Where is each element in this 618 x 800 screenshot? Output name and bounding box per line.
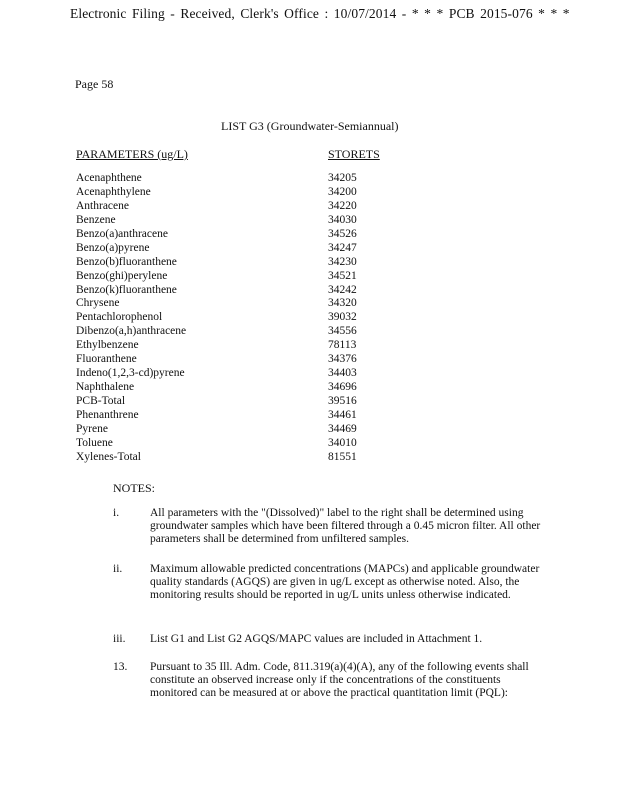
parameter-row xyxy=(76,311,406,325)
parameter-row xyxy=(76,325,406,339)
parameters-column-header: PARAMETERS (ug/L) xyxy=(76,147,188,161)
parameter-row xyxy=(76,451,406,465)
storet-code: 34010 xyxy=(328,436,357,449)
storet-code: 78113 xyxy=(328,339,357,352)
storet-code: 39516 xyxy=(328,395,357,407)
parameter-row xyxy=(76,395,406,409)
storet-code: 34526 xyxy=(328,227,357,240)
storet-code: 34247 xyxy=(328,241,357,254)
parameter-name: Benzene xyxy=(76,213,116,226)
parameter-name: Acenaphthene xyxy=(76,172,142,184)
parameter-name: Acenaphthylene xyxy=(76,185,151,198)
note-item xyxy=(113,563,553,602)
parameter-row xyxy=(76,353,406,367)
note-number: 13. xyxy=(113,661,128,673)
storet-code: 34461 xyxy=(328,408,357,421)
storet-code: 34469 xyxy=(328,422,357,435)
storets-column-header: STORETS xyxy=(328,147,380,161)
storet-code: 34030 xyxy=(328,213,357,226)
storet-code: 81551 xyxy=(328,450,357,463)
parameter-name: Chrysene xyxy=(76,297,120,310)
parameter-name: Naphthalene xyxy=(76,381,135,394)
storet-code: 34205 xyxy=(328,172,357,184)
note-number: i. xyxy=(113,507,120,519)
parameter-row xyxy=(76,297,406,311)
parameter-row xyxy=(76,172,406,186)
storet-code: 34521 xyxy=(328,269,357,282)
parameter-row xyxy=(76,381,406,395)
parameter-name: Pyrene xyxy=(76,422,108,435)
parameter-name: Indeno(1,2,3-cd)pyrene xyxy=(76,367,185,380)
parameter-name: Fluoranthene xyxy=(76,353,137,366)
storet-code: 34320 xyxy=(328,297,357,310)
parameter-name: Ethylbenzene xyxy=(76,339,139,352)
parameter-name: Xylenes-Total xyxy=(76,450,141,463)
storet-code: 34200 xyxy=(328,185,357,198)
note-text: All parameters with the "(Dissolved)" label to the right shall be determined using groundwater samples which have been filtered through a 0.45 micron filter. All other parameters shall be determined from unfiltered samples. xyxy=(150,507,541,545)
parameter-name: Benzo(b)fluoranthene xyxy=(76,255,177,268)
parameter-name: Toluene xyxy=(76,436,113,449)
note-number: iii. xyxy=(113,633,126,645)
note-number: ii. xyxy=(113,563,123,575)
parameter-row xyxy=(76,228,406,242)
parameter-row xyxy=(76,186,406,200)
note-text: Pursuant to 35 Ill. Adm. Code, 811.319(a)(4)(A), any of the following events shall constitute an observed increase only if the concentrations of the constituents monitored can be measured at or above the practical quantitation limit (PQL): xyxy=(150,661,529,699)
storet-code: 34242 xyxy=(328,283,357,296)
note-item xyxy=(113,507,553,546)
parameter-name: Benzo(a)anthracene xyxy=(76,227,168,240)
parameter-name: Phenanthrene xyxy=(76,408,139,421)
parameter-name: PCB-Total xyxy=(76,395,126,407)
note-text: Maximum allowable predicted concentrations (MAPCs) and applicable groundwater quality standards (AGQS) are given in ug/L except as otherwise noted. Also, the monitoring results should be reported in ug/L units unless otherwise indicated. xyxy=(150,563,540,601)
storet-code: 39032 xyxy=(328,311,357,324)
parameter-name: Pentachlorophenol xyxy=(76,311,163,324)
storet-code: 34696 xyxy=(328,381,357,394)
parameter-name: Anthracene xyxy=(76,199,129,212)
parameter-row xyxy=(76,423,406,437)
parameter-row xyxy=(76,270,406,284)
parameter-row xyxy=(76,339,406,353)
parameter-row xyxy=(76,256,406,270)
parameter-row xyxy=(76,200,406,214)
parameter-name: Benzo(a)pyrene xyxy=(76,241,150,254)
parameter-name: Benzo(k)fluoranthene xyxy=(76,283,177,296)
filing-header: Electronic Filing - Received, Clerk's Office : 10/07/2014 - * * * PCB 2015-076 * * * xyxy=(70,6,570,21)
notes-label: NOTES: xyxy=(113,481,155,495)
storet-code: 34220 xyxy=(328,199,357,212)
parameter-name: Benzo(ghi)perylene xyxy=(76,269,168,282)
note-item xyxy=(113,633,553,646)
parameter-row xyxy=(76,242,406,256)
parameter-row xyxy=(76,437,406,451)
parameter-row xyxy=(76,367,406,381)
storet-code: 34556 xyxy=(328,325,357,338)
parameter-row xyxy=(76,214,406,228)
parameter-row xyxy=(76,284,406,298)
parameters-table xyxy=(76,172,406,465)
parameter-row xyxy=(76,409,406,423)
page-number: Page 58 xyxy=(75,77,114,91)
note-item xyxy=(113,661,553,700)
storet-code: 34230 xyxy=(328,255,357,268)
storet-code: 34376 xyxy=(328,353,357,366)
parameter-name: Dibenzo(a,h)anthracene xyxy=(76,325,187,338)
note-text: List G1 and List G2 AGQS/MAPC values are included in Attachment 1. xyxy=(150,633,483,645)
list-title: LIST G3 (Groundwater-Semiannual) xyxy=(221,119,399,133)
storet-code: 34403 xyxy=(328,367,357,380)
